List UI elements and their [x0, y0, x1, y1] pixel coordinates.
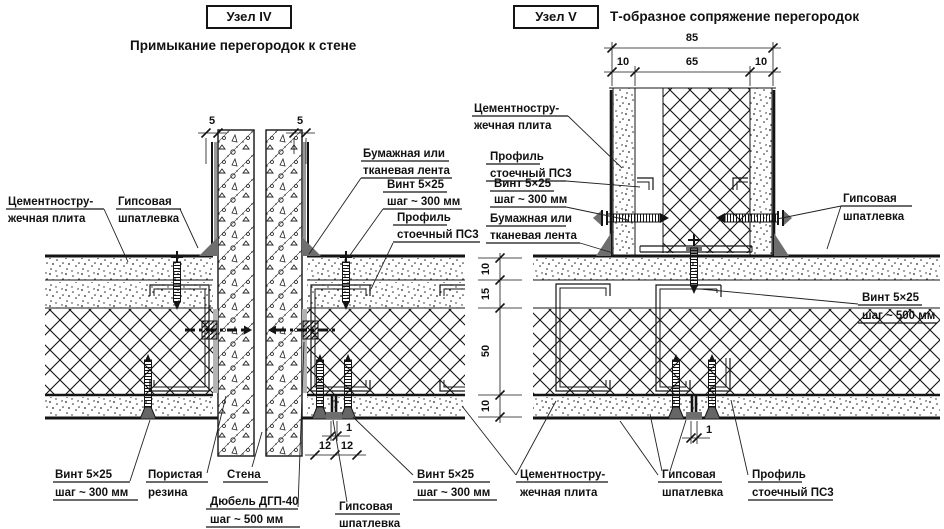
label-line: стоечный ПС3 — [397, 229, 479, 241]
label-line: Бумажная или — [363, 148, 445, 160]
node5-tag: Узел V — [535, 9, 577, 24]
dim-12-a: 12 — [318, 440, 332, 452]
label-profile-bottom-node5 — [748, 469, 834, 500]
label-gypsum-putty-bottom-node5 — [658, 469, 724, 499]
label-dowel — [206, 496, 300, 527]
node5-title: Т-образное сопряжение перегородок — [610, 9, 860, 24]
label-line: Профиль — [397, 212, 451, 224]
dim-5-left: 5 — [208, 115, 216, 127]
label-profile-node5 — [486, 151, 572, 181]
label-line: шаг ~ 300 мм — [387, 196, 461, 208]
label-line: Винт 5×25 — [494, 178, 552, 190]
dim-12-b: 12 — [340, 440, 354, 452]
label-line: шпатлевка — [843, 211, 905, 223]
dim-layer-15: 15 — [480, 287, 492, 301]
label-profile-node4 — [393, 212, 480, 242]
label-cement-board-bottom-node5 — [516, 469, 608, 499]
dim-65: 65 — [685, 56, 699, 68]
label-line: стоечный ПС3 — [752, 487, 834, 499]
stem-hook-left — [637, 178, 653, 190]
label-line: Гипсовая — [118, 196, 172, 208]
dim-10-right: 10 — [754, 56, 768, 68]
label-line: шаг ~ 500 мм — [862, 310, 936, 322]
label-line: Профиль — [752, 469, 806, 481]
label-line: Гипсовая — [843, 193, 897, 205]
label-line: жечная плита — [8, 213, 86, 225]
label-line: шпатлевка — [118, 213, 180, 225]
label-line: Винт 5×25 — [862, 292, 920, 304]
label-line: стоечный ПС3 — [490, 168, 572, 180]
label-line: Гипсовая — [662, 469, 716, 481]
label-line: шаг ~ 300 мм — [55, 487, 129, 499]
label-paper-tape-node5 — [486, 213, 580, 243]
label-line: Пористая — [148, 469, 203, 481]
label-line: шаг ~ 500 мм — [210, 514, 284, 526]
layer-dimension-chain — [478, 253, 522, 423]
label-line: Дюбель ДГП-40 — [210, 496, 299, 508]
label-screw300-node5 — [490, 178, 567, 207]
label-line: шпатлевка — [339, 518, 401, 529]
node5-top-dims — [604, 32, 781, 86]
node4-partition-left — [45, 256, 218, 418]
label-line: Гипсовая — [339, 501, 393, 513]
putty-fillet-left — [199, 237, 218, 256]
dim-1: 1 — [346, 422, 353, 434]
label-line: Цементностру- — [474, 103, 560, 115]
label-line: Профиль — [490, 151, 544, 163]
node5-partition — [533, 256, 940, 418]
label-line: Винт 5×25 — [387, 179, 445, 191]
node4-tag: Узел IV — [226, 9, 272, 24]
label-paper-tape-node4 — [361, 148, 452, 178]
label-screw300-node4-top — [383, 179, 462, 209]
label-cement-board-node4 — [6, 196, 104, 225]
label-line: Винт 5×25 — [55, 469, 113, 481]
node5-stem — [596, 88, 789, 256]
label-line: резина — [148, 487, 188, 499]
node5-header — [514, 6, 859, 28]
dim-1-node5: 1 — [706, 424, 713, 436]
label-screw300-bottom-right-node4 — [413, 469, 497, 500]
label-screw300-bottom-left — [53, 469, 138, 500]
dim-10-left: 10 — [616, 56, 630, 68]
label-gypsum-putty-bottom-node4 — [335, 501, 401, 529]
label-line: тканевая лента — [363, 165, 450, 177]
label-gypsum-putty-node5-right — [841, 193, 912, 223]
node4-dim-joint — [305, 421, 366, 460]
dim-layer-10-bottom: 10 — [480, 399, 492, 413]
dim-layer-10-top: 10 — [480, 262, 492, 276]
label-line: Стена — [227, 469, 261, 481]
label-line: Цементностру- — [520, 469, 606, 481]
dim-85: 85 — [685, 32, 699, 44]
dim-layer-50: 50 — [480, 344, 492, 358]
stem-putty-fillet-right — [774, 233, 789, 256]
label-line: шаг ~ 300 мм — [417, 487, 491, 499]
label-line: жечная плита — [520, 487, 598, 499]
node4-header — [130, 6, 357, 53]
node4-partition-right — [302, 256, 465, 418]
label-line: Бумажная или — [490, 213, 572, 225]
label-gypsum-putty-node4 — [116, 196, 181, 225]
label-line: Цементностру- — [8, 196, 94, 208]
label-line: тканевая лента — [490, 230, 577, 242]
label-cement-board-node5 — [472, 103, 568, 132]
label-line: шпатлевка — [662, 487, 724, 499]
node5-view — [533, 32, 940, 444]
label-line: Винт 5×25 — [417, 469, 475, 481]
label-line: шаг ~ 300 мм — [494, 194, 568, 206]
node5-dim-joint — [682, 421, 712, 444]
label-line: жечная плита — [474, 120, 552, 132]
stem-putty-fillet-left — [596, 233, 611, 256]
dim-5-right: 5 — [296, 115, 304, 127]
node4-title: Примыкание перегородок к стене — [130, 38, 357, 53]
label-wall — [223, 469, 268, 482]
label-porous-rubber — [146, 469, 208, 499]
node4-wall — [218, 130, 302, 456]
